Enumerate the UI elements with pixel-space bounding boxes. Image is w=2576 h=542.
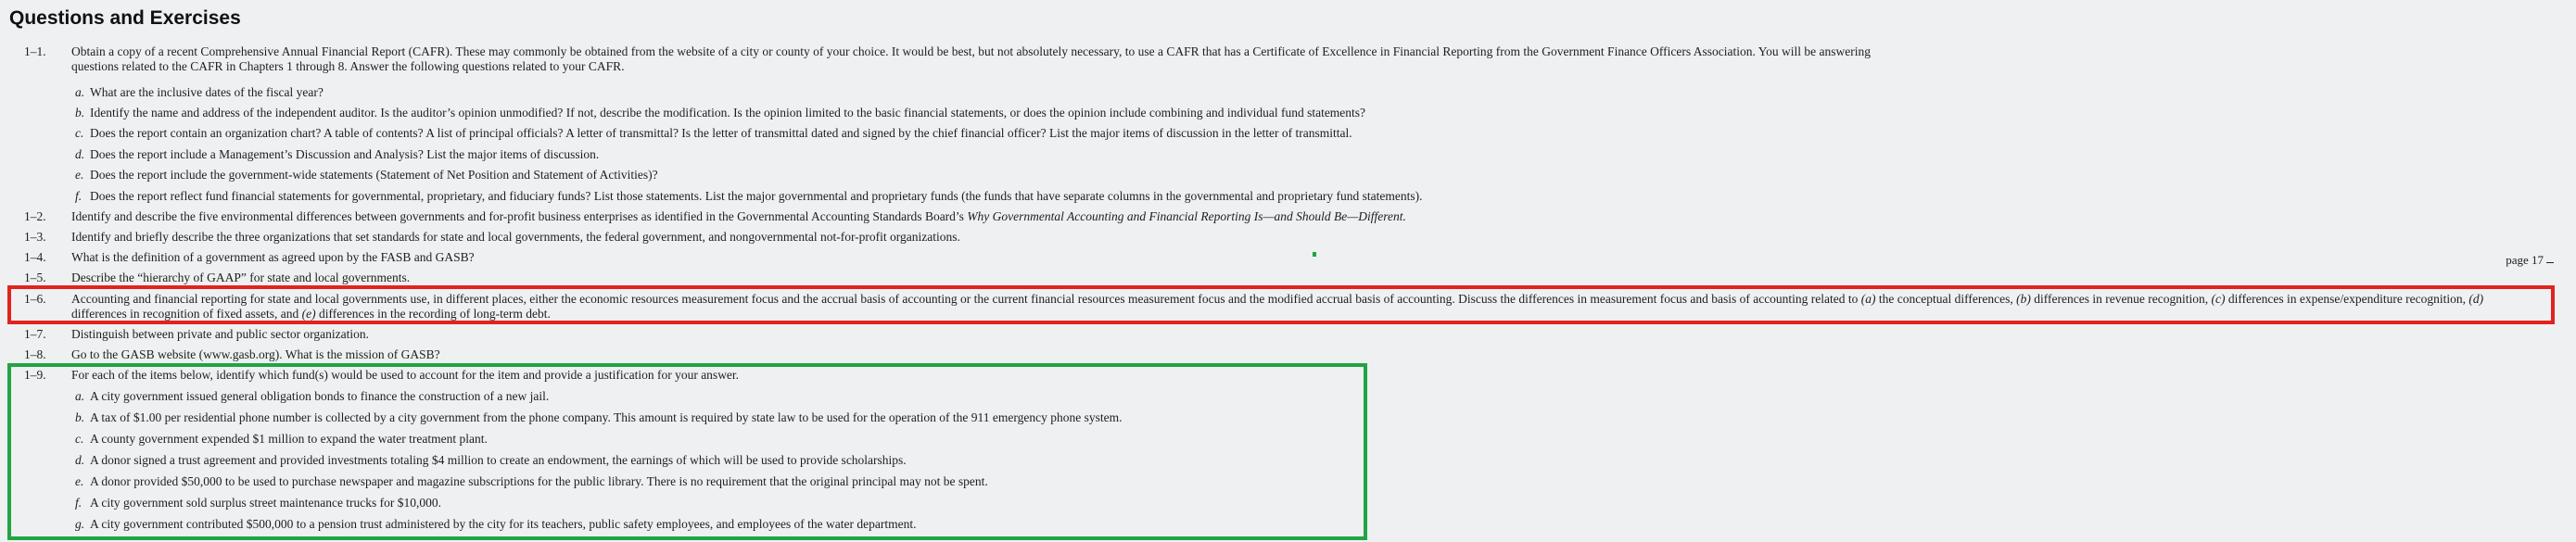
page-number-label	[2506, 253, 2554, 268]
question-number: 1–5.	[24, 271, 46, 284]
list-item	[75, 168, 658, 183]
red-highlight-box	[7, 285, 2555, 324]
item-text: Identify the name and address of the independent auditor. Is the auditor’s opinion unmodified? If not, describe the modification. Is the opinion limited to the basic financial statements, or does the opinion include combining and individual fund statements?	[90, 106, 1366, 120]
question-text: Go to the GASB website (www.gasb.org). What is the mission of GASB?	[71, 347, 440, 361]
question-text: What is the definition of a government as agreed upon by the FASB and GASB?	[71, 250, 475, 264]
page-underline	[2546, 262, 2554, 263]
item-text: A donor signed a trust agreement and provided investments totaling $4 million to create an endowment, the earnings of which will be used to provide scholarships.	[90, 453, 907, 467]
item-letter: e.	[75, 168, 84, 182]
item-letter: (c)	[2211, 292, 2226, 306]
question-text-part: the conceptual differences,	[1875, 292, 2017, 306]
item-letter: b.	[75, 106, 85, 120]
question-number: 1–8.	[24, 347, 46, 361]
question-number: 1–1.	[24, 44, 46, 58]
question-number: 1–6.	[24, 292, 46, 306]
item-text: Does the report contain an organization chart? A table of contents? A list of principal officials? A letter of transmittal? Is the letter of transmittal dated and signed by the chief financial officer? List the major items of discussion in the letter of transmittal.	[90, 126, 1352, 140]
item-letter: (d)	[2468, 292, 2484, 306]
item-text: A city government contributed $500,000 to a pension trust administered by the city for its teachers, public safety employees, and employees of the water department.	[90, 517, 917, 531]
item-text: What are the inclusive dates of the fiscal year?	[90, 85, 324, 99]
item-letter: f.	[75, 189, 82, 203]
item-letter: b.	[75, 410, 85, 424]
item-letter: c.	[75, 432, 84, 446]
green-highlight-box	[7, 363, 1367, 540]
document-title: Why Governmental Accounting and Financial Reporting Is—and Should Be—Different.	[967, 209, 1406, 223]
list-item	[75, 147, 599, 162]
question-text: Identify and briefly describe the three organizations that set standards for state and local governments, the federal government, and nongovernmental not-for-profit organizations.	[71, 230, 960, 244]
section-heading: Questions and Exercises	[9, 7, 241, 29]
item-letter: d.	[75, 453, 85, 467]
question-number: 1–9.	[24, 368, 46, 382]
question-text-part: differences in the recording of long-term debt.	[315, 307, 551, 321]
item-text: A donor provided $50,000 to be used to purchase newspaper and magazine subscriptions for the public library. There is no requirement that the original principal may not be spent.	[90, 474, 988, 488]
item-letter: e.	[75, 474, 84, 488]
question-text-part: differences in revenue recognition,	[2030, 292, 2212, 306]
item-letter: a.	[75, 85, 85, 99]
item-text: A county government expended $1 million to expand the water treatment plant.	[90, 432, 488, 446]
question-text: Describe the “hierarchy of GAAP” for state and local governments.	[71, 271, 411, 284]
question-text-main: Identify and describe the five environmental differences between governments and for-profit business enterprises as identified in the Governmental Accounting Standards Board’s	[71, 209, 968, 223]
page-number-text: page 17	[2506, 253, 2544, 267]
list-item	[75, 189, 1423, 204]
item-text: A city government issued general obligation bonds to finance the construction of a new jail.	[90, 389, 550, 403]
item-text: Does the report include the government-wide statements (Statement of Net Position and Statement of Activities)?	[90, 168, 658, 182]
green-marker-dot	[1313, 252, 1316, 257]
list-item	[75, 85, 324, 100]
item-letter: g.	[75, 517, 85, 531]
question-text: For each of the items below, identify which fund(s) would be used to account for the item and provide a justification for your answer.	[71, 368, 740, 382]
question-text-part: differences in recognition of fixed assets, and	[71, 307, 302, 321]
item-letter: (a)	[1860, 292, 1876, 306]
question-text: Distinguish between private and public sector organization.	[71, 327, 370, 341]
item-text: Does the report include a Management’s Discussion and Analysis? List the major items of discussion.	[90, 147, 600, 161]
list-item	[75, 126, 1352, 141]
item-letter: c.	[75, 126, 84, 140]
question-text	[71, 209, 1916, 224]
item-letter: (e)	[301, 307, 316, 321]
question-number: 1–4.	[24, 250, 46, 264]
question-number: 1–3.	[24, 230, 46, 244]
item-text: Does the report reflect fund financial statements for governmental, proprietary, and fiduciary funds? List those statements. List the major governmental and proprietary funds (the funds that have separate columns in the governmental and proprietary fund statements).	[90, 189, 1423, 203]
item-letter: f.	[75, 496, 82, 510]
question-text-part: differences in expense/expenditure recognition,	[2225, 292, 2469, 306]
question-text-part: Accounting and financial reporting for state and local governments use, in different places, either the economic resources measurement focus and the accrual basis of accounting or the current financial resources measurement focus and the modified accrual basis of accounting. Discuss the differences in measurement focus and basis of accounting related to	[71, 292, 1861, 306]
question-text: Obtain a copy of a recent Comprehensive Annual Financial Report (CAFR). These may commonly be obtained from the website of a city or county of your choice. It would be best, but not absolutely necessary, to use a CAFR that has a Certificate of Excellence in Financial Reporting from the Government Finance Officers Association. You will be answering questions related to the CAFR in Chapters 1 through 8. Answer the following questions related to your CAFR.	[71, 44, 1872, 73]
item-text: A tax of $1.00 per residential phone number is collected by a city government from the phone company. This amount is required by state law to be used for the operation of the 911 emergency phone system.	[90, 410, 1123, 424]
question-number: 1–7.	[24, 327, 46, 341]
list-item	[75, 106, 1365, 120]
item-letter: d.	[75, 147, 85, 161]
item-letter: a.	[75, 389, 85, 403]
question-number: 1–2.	[24, 209, 46, 223]
item-letter: (b)	[2016, 292, 2031, 306]
item-text: A city government sold surplus street maintenance trucks for $10,000.	[90, 496, 442, 510]
